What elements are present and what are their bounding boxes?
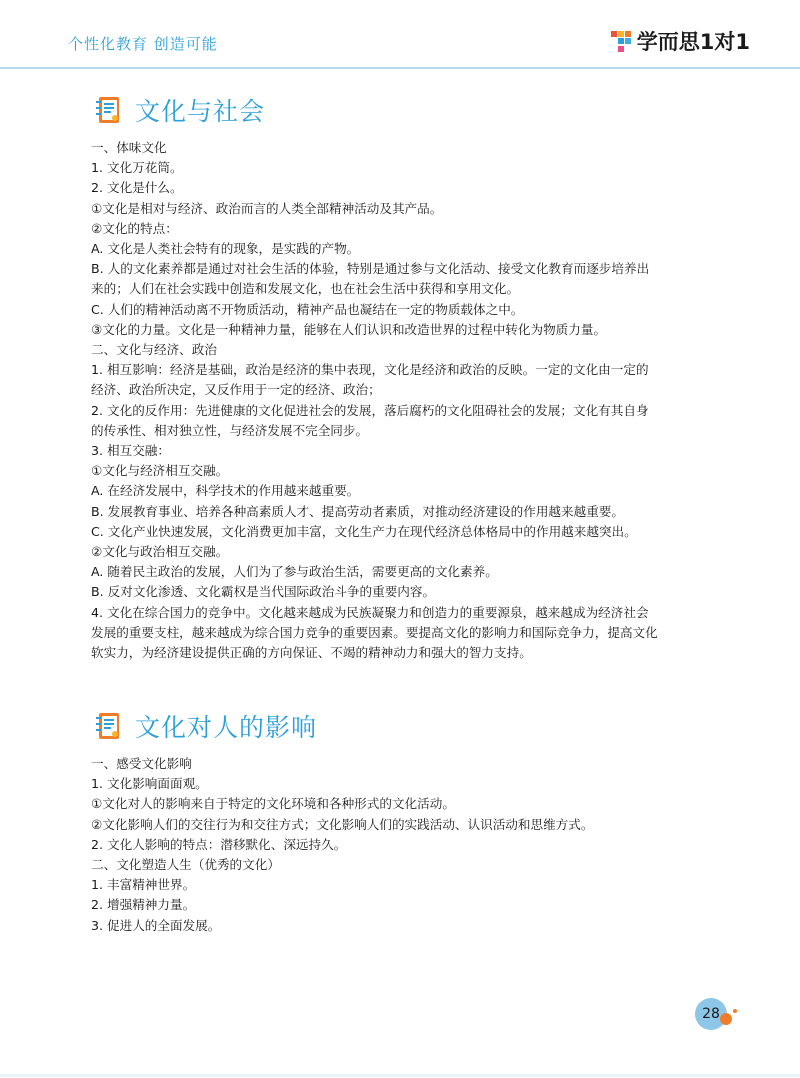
text-line: 2. 文化人影响的特点：潜移默化、深远持久。 [91,836,347,852]
text-line: ①文化是相对与经济、政治而言的人类全部精神活动及其产品。 [91,200,443,216]
brand-mark-icon [609,28,633,54]
text-line: 4. 文化在综合国力的竞争中。文化越来越成为民族凝聚力和创造力的重要源泉，越来越成为经济社会 [91,604,649,620]
section-title-text: 文化与社会 [135,97,266,126]
text-line: 2. 增强精神力量。 [91,897,196,913]
text-line: 发展的重要支柱，越来越成为综合国力竞争的重要因素。要提高文化的影响力和国际竞争力，提高文化 [91,624,658,640]
text-line: ②文化影响人们的交往行为和交往方式；文化影响人们的实践活动、认识活动和思维方式。 [91,816,594,832]
section-title-text: 文化对人的影响 [135,713,318,742]
text-line: 1. 相互影响：经济是基础，政治是经济的集中表现，文化是经济和政治的反映。一定的文化由一定的 [91,362,649,378]
text-line: 2. 文化的反作用：先进健康的文化促进社会的发展，落后腐朽的文化阻碍社会的发展；文化有其自身 [91,402,649,418]
section-1-content [91,138,721,663]
text-line: ①文化与经济相互交融。 [91,463,229,479]
text-line: 经济、政治所决定，又反作用于一定的经济、政治； [91,382,381,398]
text-line: 一、感受文化影响 [91,756,192,771]
text-line: A. 文化是人类社会特有的现象，是实践的产物。 [91,241,360,257]
text-line: 二、文化与经济、政治 [91,342,217,358]
page-header [0,0,800,70]
text-line: A. 在经济发展中，科学技术的作用越来越重要。 [91,483,360,499]
page-number: 28 [695,998,727,1030]
section-2-content [91,754,721,936]
text-line: 1. 文化万花筒。 [91,160,183,176]
header-slogan: 个性化教育 创造可能 [68,35,218,53]
text-line: C. 文化产业快速发展，文化消费更加丰富，文化生产力在现代经济总体格局中的作用越来越突出。 [91,523,637,539]
text-line: ②文化与政治相互交融。 [91,544,229,560]
brand-name: 学而思1对1 [636,30,750,54]
text-line: B. 人的文化素养都是通过对社会生活的体验，特别是通过参与文化活动、接受文化教育而逐步培养出 [91,261,650,277]
text-line: A. 随着民主政治的发展，人们为了参与政治生活，需要更高的文化素养。 [91,564,498,580]
text-line: ①文化对人的影响来自于特定的文化环境和各种形式的文化活动。 [91,796,455,812]
header-divider [0,67,800,69]
text-line: B. 反对文化渗透、文化霸权是当代国际政治斗争的重要内容。 [91,584,436,600]
text-line: 3. 相互交融： [91,443,170,459]
text-line: 二、文化塑造人生（优秀的文化） [91,857,280,873]
text-line: 一、体味文化 [91,140,167,155]
text-line: 2. 文化是什么。 [91,180,183,196]
text-line: 1. 丰富精神世界。 [91,877,196,893]
text-line: 软实力，为经济建设提供正确的方向保证、不竭的精神动力和强大的智力支持。 [91,645,532,661]
text-line: 来的；人们在社会实践中创造和发展文化，也在社会生活中获得和享用文化。 [91,281,520,297]
page-number-dot [720,1013,732,1025]
text-line: ②文化的特点： [91,220,178,236]
text-line: C. 人们的精神活动离不开物质活动，精神产品也凝结在一定的物质载体之中。 [91,301,524,317]
text-line: B. 发展教育事业、培养各种高素质人才、提高劳动者素质，对推动经济建设的作用越来越重要。 [91,503,624,519]
text-line: 1. 文化影响面面观。 [91,776,208,792]
brand-logo [609,26,750,56]
page-number-dot-small [733,1009,737,1013]
footer-divider [0,1074,800,1077]
notebook-icon [95,95,123,125]
section-title-1 [95,92,265,128]
text-line: ③文化的力量。文化是一种精神力量，能够在人们认识和改造世界的过程中转化为物质力量。 [91,321,607,337]
section-title-2 [95,708,317,744]
text-line: 3. 促进人的全面发展。 [91,917,221,933]
notebook-icon [95,711,123,741]
text-line: 的传承性、相对独立性，与经济发展不完全同步。 [91,422,369,438]
